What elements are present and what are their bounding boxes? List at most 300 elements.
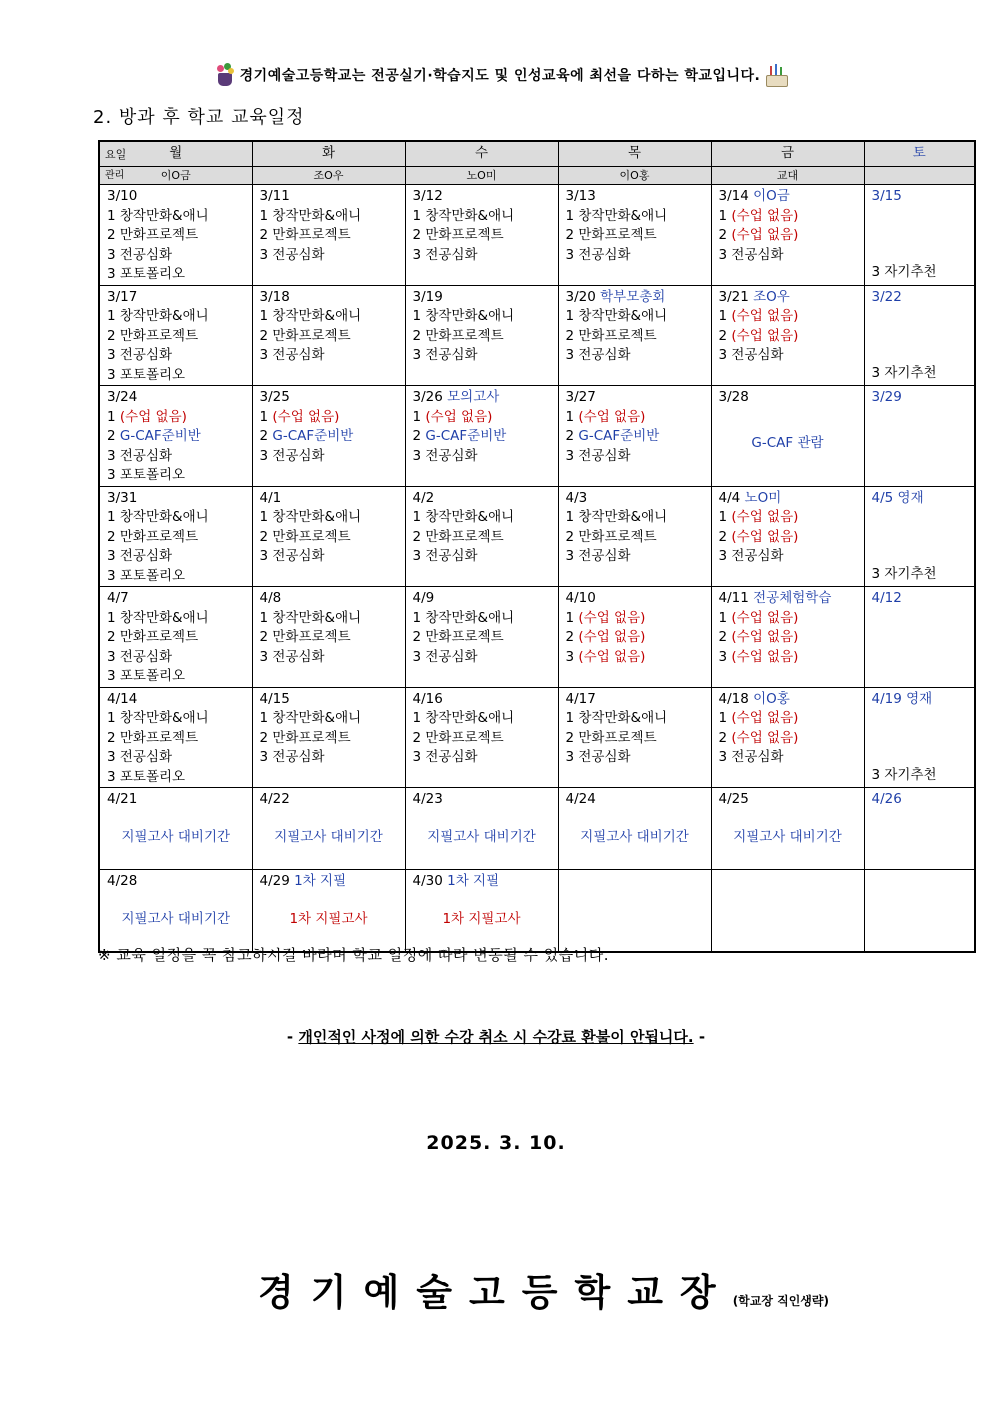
day-cell-fri: [711, 285, 864, 386]
manager-wed: [405, 167, 558, 185]
manager-thu: [558, 167, 711, 185]
no-class-label: (수업 없음): [731, 227, 799, 243]
cell-date: 3/14: [718, 188, 749, 204]
no-class-label: (수업 없음): [731, 729, 799, 746]
day-cell-wed: [405, 870, 558, 953]
period-number: 2: [718, 327, 732, 344]
cell-center-note: 지필고사 대비기간: [580, 829, 689, 845]
no-class-label: (수업 없음): [731, 308, 799, 324]
class-line: [719, 207, 864, 227]
week-row: [99, 185, 975, 286]
class-line: 2 만화프로젝트: [107, 729, 199, 746]
class-line: 3 전공심화: [107, 648, 173, 665]
manager-corner-label: 관리: [105, 170, 125, 181]
no-class-label: (수업 없음): [578, 648, 646, 665]
class-line: 2 G-CAF준비반: [412, 428, 507, 444]
class-line: [719, 327, 864, 347]
period-number: 2: [718, 528, 732, 545]
manager-tue: [252, 167, 405, 185]
day-cell-tue: [252, 870, 405, 953]
cell-date: 3/22: [871, 288, 902, 305]
period-number: 2: [718, 629, 732, 645]
cell-date: 3/21: [718, 288, 749, 305]
class-line: 1 창작만화&애니: [259, 207, 362, 224]
cell-date: 4/10: [565, 590, 596, 606]
gcaf-class-label: G-CAF준비반: [578, 428, 660, 444]
class-line: 3 포토폴리오: [107, 668, 186, 684]
week-row: [99, 687, 975, 788]
period-number: 1: [412, 408, 426, 425]
class-line: 2 만화프로젝트: [107, 327, 199, 344]
day-cell-sat: [864, 185, 975, 286]
cell-event-note: 이O금: [753, 188, 790, 204]
manager-fri: [711, 167, 864, 185]
cell-center-note: 지필고사 대비기간: [427, 829, 536, 845]
day-header-wed: [405, 141, 558, 167]
cell-center-note: 지필고사 대비기간: [121, 911, 231, 927]
manager-mon: [99, 167, 252, 185]
gcaf-class-label: G-CAF준비반: [119, 428, 201, 444]
period-number: 1: [718, 207, 732, 224]
class-line: 1 창작만화&애니: [107, 710, 209, 726]
no-class-label: (수업 없음): [578, 629, 646, 645]
cell-date: 4/30: [412, 873, 443, 889]
cell-date: 4/14: [107, 690, 138, 707]
class-line: 3 전공심화: [259, 447, 325, 464]
class-line: 3 전공심화: [718, 347, 784, 363]
week-row: [99, 587, 975, 688]
cell-date: 4/3: [565, 489, 588, 506]
cell-date: 3/10: [107, 188, 138, 204]
class-line: 1 창작만화&애니: [259, 609, 362, 626]
cell-date: 4/16: [412, 690, 443, 707]
no-class-label: (수업 없음): [731, 629, 799, 645]
cell-center-note: G-CAF 관람: [751, 435, 824, 451]
day-label: 화: [321, 145, 336, 162]
day-label: 목: [627, 145, 642, 162]
cell-date: 3/28: [718, 389, 749, 405]
day-cell-thu: [558, 870, 711, 953]
day-cell-fri: [711, 870, 864, 953]
class-line: 3 포토폴리오: [107, 567, 186, 584]
cell-date: 4/9: [412, 590, 435, 606]
week-row: [99, 285, 975, 386]
class-line: 2 만화프로젝트: [259, 327, 351, 344]
day-header-row: [99, 141, 975, 167]
class-line: 3 전공심화: [565, 548, 631, 564]
day-label: 수: [474, 145, 489, 162]
class-line: 2 만화프로젝트: [107, 629, 199, 645]
class-line: 1 창작만화&애니: [412, 308, 515, 324]
day-cell-mon: [99, 386, 252, 487]
day-cell-mon: [99, 687, 252, 788]
day-cell-thu: [558, 788, 711, 870]
cell-event-note: 전공체험학습: [753, 590, 832, 606]
cell-event-note: 노O미: [744, 489, 782, 506]
period-number: 2: [565, 629, 579, 645]
period-number: 2: [718, 729, 732, 746]
class-line: 3 전공심화: [565, 246, 631, 263]
cell-date: 3/24: [107, 389, 138, 405]
cell-date: 4/19: [871, 690, 902, 707]
class-line: 1 창작만화&애니: [107, 609, 209, 626]
no-class-label: (수업 없음): [578, 408, 646, 425]
day-cell-tue: [252, 687, 405, 788]
week-row: [99, 486, 975, 587]
no-class-label: (수업 없음): [578, 609, 646, 626]
day-cell-sat: [864, 386, 975, 487]
period-number: 3: [565, 648, 579, 665]
principal-title: 경기예술고등학교장: [258, 1271, 733, 1314]
class-line: 2 만화프로젝트: [259, 528, 351, 545]
class-line: 3 전공심화: [259, 548, 325, 564]
day-cell-tue: [252, 587, 405, 688]
day-cell-sat: [864, 687, 975, 788]
cell-date: 4/11: [718, 590, 749, 606]
class-line: 1 창작만화&애니: [565, 509, 668, 525]
class-line: 2 만화프로젝트: [412, 629, 504, 645]
period-number: 1: [107, 408, 120, 425]
manager-row: [99, 167, 975, 185]
manager-name: 이O금: [160, 169, 191, 182]
cell-date: 4/28: [107, 873, 138, 889]
class-line: 2 만화프로젝트: [565, 227, 657, 243]
class-line: 3 전공심화: [107, 548, 173, 564]
class-line: 3 전공심화: [107, 447, 173, 464]
class-line: 2 만화프로젝트: [565, 327, 657, 344]
school-motto-banner: [120, 60, 880, 90]
period-number: 1: [718, 308, 732, 324]
class-line: 1 창작만화&애니: [107, 509, 209, 525]
day-header-thu: [558, 141, 711, 167]
cell-event-note: 영재: [906, 690, 933, 707]
class-line: 2 만화프로젝트: [259, 227, 351, 243]
day-cell-fri: [711, 185, 864, 286]
day-cell-thu: [558, 285, 711, 386]
cell-center-note: 지필고사 대비기간: [733, 829, 842, 845]
gcaf-class-label: G-CAF준비반: [425, 428, 507, 444]
cell-date: 4/17: [565, 690, 596, 707]
cell-date: 4/26: [871, 791, 902, 807]
cell-date: 4/29: [259, 873, 290, 889]
day-cell-mon: [99, 870, 252, 953]
class-line: 3 전공심화: [259, 347, 325, 363]
manager-name: 조O우: [313, 169, 344, 182]
class-line: 3 전공심화: [259, 246, 325, 263]
class-line: 3 전공심화: [412, 548, 478, 564]
cell-date: 4/24: [565, 791, 596, 807]
self-recommend-class: 3 자기추천: [871, 364, 937, 381]
period-number: 3: [718, 648, 732, 665]
no-class-label: (수업 없음): [731, 609, 799, 626]
day-cell-tue: [252, 285, 405, 386]
class-line: 2 만화프로젝트: [412, 729, 504, 746]
cell-date: 3/26: [412, 389, 443, 405]
cell-date: 3/31: [107, 489, 138, 506]
day-cell-thu: [558, 587, 711, 688]
cell-date: 4/8: [259, 590, 282, 606]
class-line: 3 전공심화: [412, 749, 478, 765]
class-line: 3 포토폴리오: [107, 366, 186, 383]
period-number: 2: [718, 227, 732, 243]
day-cell-tue: [252, 185, 405, 286]
class-line: 1 창작만화&애니: [412, 509, 515, 525]
cell-date: 3/13: [565, 188, 596, 204]
day-cell-sat: [864, 285, 975, 386]
period-number: 1: [718, 710, 732, 726]
day-cell-sat: [864, 788, 975, 870]
no-class-label: (수업 없음): [731, 509, 799, 525]
class-line: 1 창작만화&애니: [107, 308, 209, 324]
schedule-footnote: ※ 교육 일정을 꼭 참고하시길 바라며 학교 일정에 따라 변동될 수 있습니다.: [98, 946, 609, 964]
cell-date: 4/15: [259, 690, 290, 707]
day-cell-wed: [405, 285, 558, 386]
self-recommend-class: 3 자기추천: [871, 565, 937, 582]
day-cell-tue: [252, 788, 405, 870]
period-number: 1: [718, 509, 732, 525]
class-line: 1 창작만화&애니: [565, 710, 668, 726]
no-class-label: (수업 없음): [731, 710, 799, 726]
cell-date: 3/20: [565, 288, 596, 305]
weekday-corner-label: 요일: [105, 148, 127, 161]
class-line: 3 전공심화: [107, 246, 173, 263]
class-line: 1 창작만화&애니: [565, 207, 668, 224]
day-cell-sat: [864, 587, 975, 688]
class-line: 2 만화프로젝트: [107, 227, 199, 243]
section-title: 2. 방과 후 학교 교육일정: [93, 107, 305, 128]
class-line: [719, 709, 864, 729]
cell-date: 4/1: [259, 489, 282, 506]
self-recommend-class: 3 자기추천: [871, 766, 937, 783]
period-number: 1: [565, 609, 579, 626]
no-class-label: (수업 없음): [731, 648, 799, 665]
day-cell-wed: [405, 185, 558, 286]
class-line: 2 G-CAF준비반: [107, 428, 201, 444]
class-line: 3 전공심화: [565, 347, 631, 363]
class-line: [719, 648, 864, 668]
manager-sat: [864, 167, 975, 185]
cell-event-note: 조O우: [753, 288, 790, 305]
day-cell-thu: [558, 386, 711, 487]
cell-date: 3/25: [259, 389, 290, 405]
day-cell-wed: [405, 486, 558, 587]
school-motto-text: 경기예술고등학교는 전공실기·학습지도 및 인성교육에 최선을 다하는 학교입니다.: [239, 68, 761, 84]
class-line: 1 창작만화&애니: [565, 308, 668, 324]
cell-date: 3/12: [412, 188, 443, 204]
class-line: [719, 729, 864, 749]
no-class-label: (수업 없음): [731, 528, 799, 545]
day-cell-sat: [864, 486, 975, 587]
flower-pot-icon: [214, 63, 236, 87]
class-line: 2 만화프로젝트: [259, 629, 351, 645]
schedule-table: [98, 140, 976, 953]
week-row: [99, 788, 975, 870]
class-line: [719, 508, 864, 528]
day-cell-thu: [558, 486, 711, 587]
class-line: 3 전공심화: [412, 447, 478, 464]
cell-center-note: 지필고사 대비기간: [274, 829, 383, 845]
class-line: 2 G-CAF준비반: [259, 428, 354, 444]
class-line: 3 포토폴리오: [107, 266, 186, 282]
day-cell-wed: [405, 386, 558, 487]
class-line: 2 만화프로젝트: [565, 528, 657, 545]
cell-date: 4/12: [871, 590, 902, 606]
cell-date: 3/15: [871, 188, 902, 204]
cake-icon: [764, 63, 786, 87]
class-line: 3 전공심화: [259, 648, 325, 665]
class-line: 3 전공심화: [718, 749, 784, 765]
day-header-mon: [99, 141, 252, 167]
class-line: [566, 408, 711, 428]
class-line: 3 전공심화: [718, 246, 784, 263]
day-cell-fri: [711, 788, 864, 870]
class-line: 3 전공심화: [565, 447, 631, 464]
notice-prefix: -: [286, 1028, 299, 1046]
class-line: [566, 628, 711, 648]
cell-center-note: 지필고사 대비기간: [121, 829, 231, 845]
cell-date: 4/22: [259, 791, 290, 807]
day-cell-mon: [99, 486, 252, 587]
class-line: 2 만화프로젝트: [565, 729, 657, 746]
self-recommend-class: 3 자기추천: [871, 264, 937, 280]
principal-signature: [258, 1262, 829, 1316]
cell-date: 4/7: [107, 590, 129, 606]
period-number: 1: [565, 408, 579, 425]
day-cell-wed: [405, 788, 558, 870]
day-cell-wed: [405, 687, 558, 788]
class-line: 2 만화프로젝트: [412, 528, 504, 545]
class-line: [566, 648, 711, 668]
class-line: 1 창작만화&애니: [259, 509, 362, 525]
class-line: [719, 226, 864, 246]
class-line: 3 전공심화: [107, 749, 173, 765]
day-cell-wed: [405, 587, 558, 688]
week-row: [99, 870, 975, 953]
class-line: 3 포토폴리오: [107, 467, 186, 483]
class-line: 2 만화프로젝트: [259, 729, 351, 746]
cell-date: 3/18: [259, 288, 290, 305]
day-header-tue: [252, 141, 405, 167]
class-line: 3 전공심화: [412, 246, 478, 263]
seal-omitted-note: (학교장 직인생략): [732, 1294, 829, 1308]
day-cell-fri: [711, 386, 864, 487]
class-line: [719, 609, 864, 629]
cell-event-note: 1차 지필: [294, 873, 347, 889]
class-line: 1 창작만화&애니: [259, 308, 362, 324]
cell-date: 4/21: [107, 791, 138, 807]
day-cell-mon: [99, 185, 252, 286]
period-number: 1: [718, 609, 732, 626]
day-cell-mon: [99, 587, 252, 688]
week-row: [99, 386, 975, 487]
cell-event-note: 이O홍: [753, 690, 790, 707]
class-line: 3 전공심화: [107, 347, 173, 363]
class-line: 1 창작만화&애니: [412, 207, 515, 224]
class-line: 3 전공심화: [718, 548, 784, 564]
day-cell-fri: [711, 486, 864, 587]
cell-date: 3/29: [871, 389, 902, 405]
cell-date: 4/18: [718, 690, 749, 707]
class-line: 2 만화프로젝트: [412, 227, 504, 243]
notice-text: 개인적인 사정에 의한 수강 취소 시 수강료 환불이 안됩니다.: [298, 1028, 694, 1046]
no-class-label: (수업 없음): [425, 408, 493, 425]
class-line: 3 전공심화: [565, 749, 631, 765]
day-label: 금: [780, 145, 795, 162]
day-cell-mon: [99, 285, 252, 386]
class-line: 1 창작만화&애니: [412, 710, 515, 726]
cell-date: 3/17: [107, 288, 138, 305]
cell-exam-note: 1차 지필고사: [289, 911, 368, 927]
cell-event-note: 1차 지필: [447, 873, 500, 889]
class-line: [719, 628, 864, 648]
class-line: 3 포토폴리오: [107, 768, 186, 785]
no-class-label: (수업 없음): [272, 408, 340, 425]
class-line: 1 창작만화&애니: [107, 207, 209, 224]
cell-date: 4/4: [718, 489, 741, 506]
cell-date: 3/19: [412, 288, 443, 305]
class-line: [566, 609, 711, 629]
cell-date: 4/5: [871, 489, 894, 506]
class-line: 2 만화프로젝트: [107, 528, 199, 545]
day-cell-fri: [711, 687, 864, 788]
cell-date: 4/2: [412, 489, 435, 506]
day-cell-tue: [252, 386, 405, 487]
class-line: 1 창작만화&애니: [412, 609, 515, 626]
class-line: [107, 408, 252, 428]
cell-date: 4/23: [412, 791, 443, 807]
day-cell-thu: [558, 687, 711, 788]
day-cell-mon: [99, 788, 252, 870]
day-header-fri: [711, 141, 864, 167]
class-line: [719, 307, 864, 327]
cell-date: 3/27: [565, 389, 596, 405]
class-line: 1 창작만화&애니: [259, 710, 362, 726]
day-cell-tue: [252, 486, 405, 587]
refund-notice: [0, 1026, 992, 1047]
class-line: [719, 528, 864, 548]
day-cell-sat: [864, 870, 975, 953]
no-class-label: (수업 없음): [731, 207, 799, 224]
cell-event-note: 영재: [897, 489, 924, 506]
cell-event-note: 모의고사: [447, 389, 500, 405]
class-line: 3 전공심화: [259, 749, 325, 765]
day-label: 월: [169, 145, 183, 162]
day-cell-fri: [711, 587, 864, 688]
manager-name: 이O홍: [619, 169, 650, 182]
class-line: [260, 408, 405, 428]
cell-date: 4/25: [718, 791, 749, 807]
no-class-label: (수업 없음): [731, 327, 799, 344]
class-line: 2 만화프로젝트: [412, 327, 504, 344]
class-line: [413, 408, 558, 428]
cell-date: 3/11: [259, 188, 290, 204]
class-line: 3 전공심화: [412, 648, 478, 665]
no-class-label: (수업 없음): [119, 408, 187, 425]
gcaf-class-label: G-CAF준비반: [272, 428, 354, 444]
document-date: 2025. 3. 10.: [426, 1132, 566, 1154]
period-number: 1: [259, 408, 273, 425]
class-line: 2 G-CAF준비반: [565, 428, 660, 444]
class-line: 3 전공심화: [412, 347, 478, 363]
notice-suffix: -: [693, 1028, 706, 1046]
cell-exam-note: 1차 지필고사: [442, 911, 521, 927]
cell-event-note: 학부모총회: [600, 288, 666, 305]
manager-name: 교대: [776, 169, 799, 182]
day-header-sat: [864, 141, 975, 167]
day-label: 토: [912, 145, 926, 162]
manager-name: 노O미: [466, 169, 497, 182]
day-cell-thu: [558, 185, 711, 286]
